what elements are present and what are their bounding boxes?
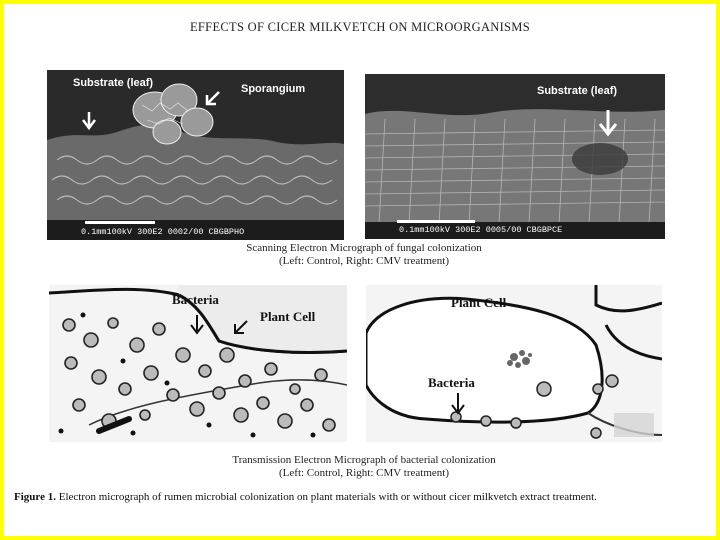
sem-caption [164, 242, 564, 268]
tem-caption-line2: (Left: Control, Right: CMV treatment) [279, 467, 449, 479]
tem-cmv-micrograph [366, 285, 662, 442]
figure-caption [14, 491, 714, 504]
sem-control-micrograph [47, 70, 344, 240]
tem-right-bacteria-label: Bacteria [428, 375, 475, 390]
sem-control-image [47, 70, 344, 240]
sem-cmv-micrograph [365, 74, 665, 239]
sem-caption-line2: (Left: Control, Right: CMV treatment) [279, 255, 449, 267]
sem-left-scale-text: 0.1mm100kV 300E2 0002/00 CBGBPHO [81, 227, 245, 237]
sem-right-scale-text: 0.1mm100kV 300E2 0005/00 CBGBPCE [399, 225, 563, 235]
tem-cmv-image [366, 285, 662, 442]
sem-left-sporangium-label: Sporangium [241, 83, 306, 95]
tem-right-plant-cell-label: Plant Cell [451, 295, 507, 310]
tem-caption-line1: Transmission Electron Micrograph of bacterial colonization [232, 454, 496, 466]
tem-left-plant-cell-label: Plant Cell [260, 309, 316, 324]
tem-control-micrograph [49, 285, 347, 442]
tem-caption [174, 454, 554, 480]
slide-title: EFFECTS OF CICER MILKVETCH ON MICROORGANISMS [190, 20, 530, 34]
sem-left-substrate-label: Substrate (leaf) [73, 77, 154, 89]
figure-caption-text: Electron micrograph of rumen microbial colonization on plant materials with or without cicer milkvetch extract treatment. [58, 491, 597, 503]
slide [4, 4, 716, 536]
sem-caption-line1: Scanning Electron Micrograph of fungal colonization [246, 242, 482, 254]
tem-left-bacteria-label: Bacteria [172, 292, 219, 307]
sem-cmv-image [365, 74, 665, 239]
sem-right-substrate-label: Substrate (leaf) [537, 85, 618, 97]
figure-caption-label: Figure 1. [14, 491, 56, 503]
